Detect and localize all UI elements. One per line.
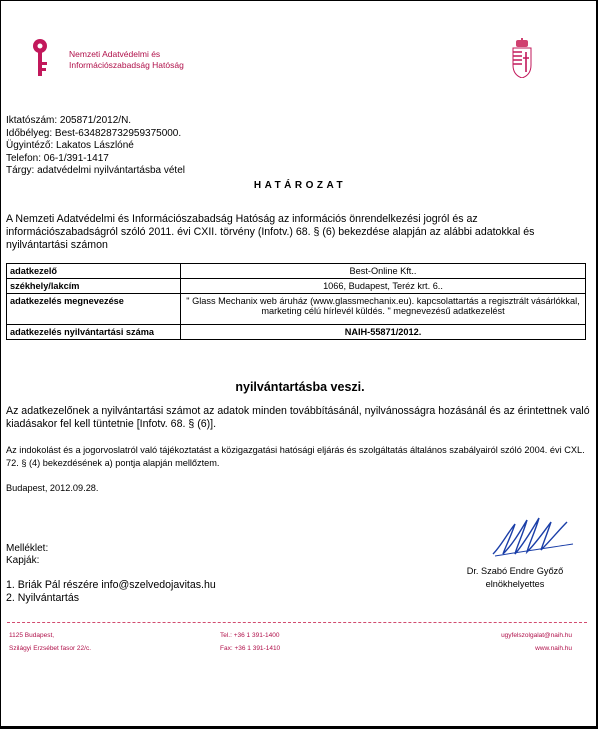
table-value: NAIH-55871/2012. [181, 325, 586, 340]
recipients-label: Kapják: [6, 555, 40, 566]
enclosure-label: Melléklet: [6, 543, 49, 554]
table-row [7, 279, 586, 294]
table-row [7, 264, 586, 279]
organization-name [69, 49, 184, 71]
registration-table [6, 263, 586, 340]
subject: Tárgy: adatvédelmi nyilvántartásba vétel [6, 165, 185, 176]
footer-phone [220, 629, 280, 655]
org-name-line2: Információszabadság Hatóság [69, 60, 184, 70]
phone: Telefon: 06-1/391-1417 [6, 152, 109, 164]
decision-headline: nyilvántartásba veszi. [235, 380, 365, 394]
footer-divider [7, 622, 587, 623]
table-key: adatkezelés nyilvántartási száma [7, 325, 181, 340]
table-key: adatkezelés megnevezése [7, 294, 181, 325]
key-logo-icon [31, 38, 49, 78]
footer-contact [501, 629, 572, 655]
issue-date: Budapest, 2012.09.28. [6, 483, 99, 493]
footer-address [9, 629, 91, 655]
table-key: adatkezelő [7, 264, 181, 279]
signer-block [440, 565, 590, 591]
file-number: Iktatószám: 205871/2012/N. [6, 115, 132, 126]
list-item: 2. Nyilvántartás [6, 591, 80, 604]
document-title: HATÁROZAT [253, 180, 347, 191]
coat-of-arms-icon [512, 38, 532, 78]
org-name-line1: Nemzeti Adatvédelmi és [69, 49, 161, 59]
footer-fax: Fax: +36 1 391-1410 [220, 645, 281, 652]
footer-address-line1: 1125 Budapest, [9, 632, 55, 639]
intro-paragraph: A Nemzeti Adatvédelmi és Információszabadság Hatóság az információs önrendelkezési jogról és az információszabadságról szóló 2011. évi CXII. törvény (Infotv.) 68. § (6) bekezdése alapján az alábbi adatokkal és nyilvántartási számon [6, 213, 535, 251]
timestamp: Időbélyeg: Best-634828732959375000. [6, 127, 182, 139]
signer-name: Dr. Szabó Endre Győző [466, 566, 564, 576]
paragraph-obligation: Az adatkezelőnek a nyilvántartási számot az adatok minden továbbításánál, nyilvánosságra hozásánál és az érintettnek való kiadásakor fel kell tüntetnie [Infotv. 68. § (6)]. [6, 405, 590, 430]
table-key: székhely/lakcím [7, 279, 181, 294]
case-officer: Ügyintéző: Lakatos Lászlóné [6, 140, 134, 151]
footer-web: www.naih.hu [535, 645, 572, 652]
footer-tel: Tel.: +36 1 391-1400 [220, 632, 280, 639]
table-value: " Glass Mechanix web áruház (www.glassmechanix.eu). kapcsolattartás a regisztrált vásárlókkal, marketing célú hírlevél küldés. " megnevezésű adatkezelést [181, 294, 586, 325]
table-row [7, 325, 586, 340]
footer-email: ugyfelszolgalat@naih.hu [501, 632, 572, 639]
footer-address-line2: Szilágyi Erzsébet fasor 22/c. [9, 645, 92, 652]
list-item: 1. Briák Pál részére info@szelvedojavitas.hu [6, 579, 216, 591]
table-row [7, 294, 586, 325]
recipient-list [6, 579, 216, 604]
document-metadata [6, 115, 185, 178]
paragraph-justification: Az indokolást és a jogorvoslatról való tájékoztatást a közigazgatási hatósági eljárás és szolgáltatás általános szabályairól szóló 2004. évi CXL. 72. § (4) bekezdésének a) pontja alapján mellőztem. [6, 445, 585, 468]
enclosure-block [6, 543, 48, 567]
table-value: 1066, Budapest, Teréz krt. 6.. [181, 279, 586, 294]
signer-role: elnökhelyettes [485, 579, 545, 589]
table-value: Best-Online Kft.. [181, 264, 586, 279]
signature-icon [489, 510, 575, 560]
